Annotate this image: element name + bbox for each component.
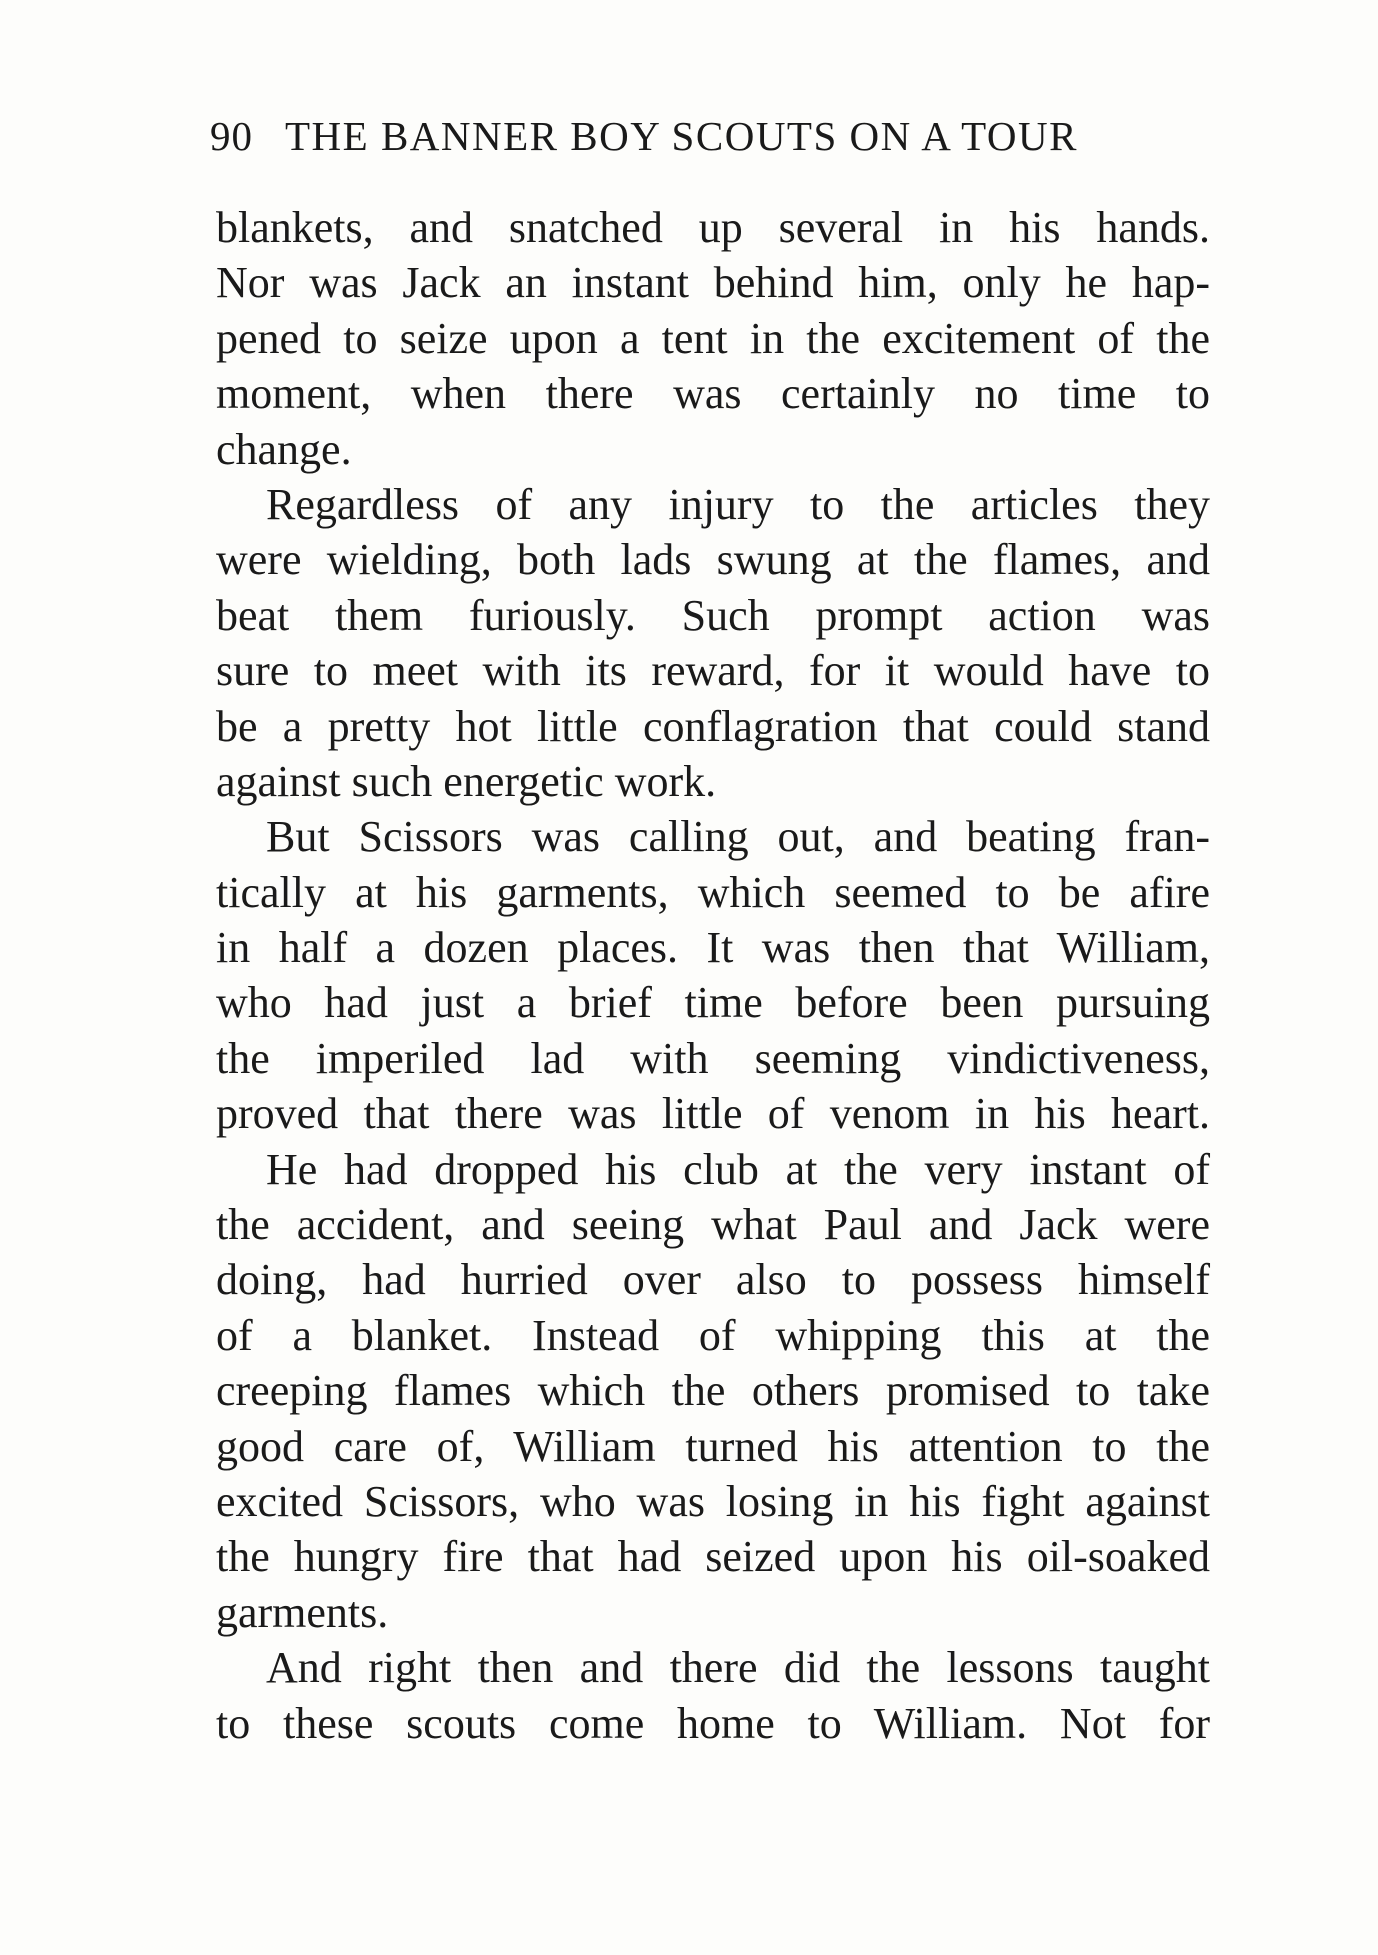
text-line: excited Scissors, who was losing in his fight against bbox=[216, 1476, 1210, 1526]
text-line: were wielding, both lads swung at the flames, and bbox=[216, 535, 1210, 585]
text-line: Regardless of any injury to the articles they bbox=[266, 479, 1210, 529]
text-line: be a pretty hot little conflagration that could stand bbox=[216, 701, 1210, 751]
text-line: against such energetic work. bbox=[216, 756, 717, 806]
text-line: who had just a brief time before been pursuing bbox=[216, 978, 1210, 1028]
text-line: sure to meet with its reward, for it would have to bbox=[216, 646, 1210, 696]
body-text bbox=[216, 200, 1210, 1751]
text-line: change. bbox=[216, 424, 352, 474]
text-line: doing, had hurried over also to possess himself bbox=[216, 1255, 1210, 1305]
text-line: But Scissors was calling out, and beating fran- bbox=[266, 812, 1210, 862]
text-line: the hungry fire that had seized upon his oil-soaked bbox=[216, 1532, 1210, 1582]
text-line: blankets, and snatched up several in his hands. bbox=[216, 203, 1210, 252]
text-line: good care of, William turned his attention to the bbox=[216, 1421, 1210, 1471]
text-line: moment, when there was certainly no time to bbox=[216, 369, 1210, 419]
text-line: And right then and there did the lessons taught bbox=[266, 1643, 1210, 1693]
text-line: to these scouts come home to William. Not for bbox=[216, 1698, 1210, 1748]
text-line: proved that there was little of venom in his heart. bbox=[216, 1089, 1210, 1139]
text-line: garments. bbox=[216, 1587, 389, 1637]
text-line: in half a dozen places. It was then that William, bbox=[216, 923, 1210, 973]
text-line: tically at his garments, which seemed to be afire bbox=[216, 867, 1210, 917]
text-line: beat them furiously. Such prompt action was bbox=[216, 590, 1210, 640]
page-number: 90 bbox=[210, 113, 253, 159]
text-line: He had dropped his club at the very instant of bbox=[266, 1144, 1210, 1194]
running-head bbox=[210, 112, 1210, 172]
text-line: the imperiled lad with seeming vindictiveness, bbox=[216, 1033, 1210, 1083]
text-line: Nor was Jack an instant behind him, only he hap- bbox=[216, 258, 1210, 308]
text-line: of a blanket. Instead of whipping this at the bbox=[216, 1310, 1210, 1360]
text-line: the accident, and seeing what Paul and Jack were bbox=[216, 1200, 1210, 1250]
running-title: THE BANNER BOY SCOUTS ON A TOUR bbox=[285, 113, 1078, 159]
text-line: creeping flames which the others promised to take bbox=[216, 1366, 1210, 1416]
text-line: pened to seize upon a tent in the excitement of the bbox=[216, 313, 1210, 363]
